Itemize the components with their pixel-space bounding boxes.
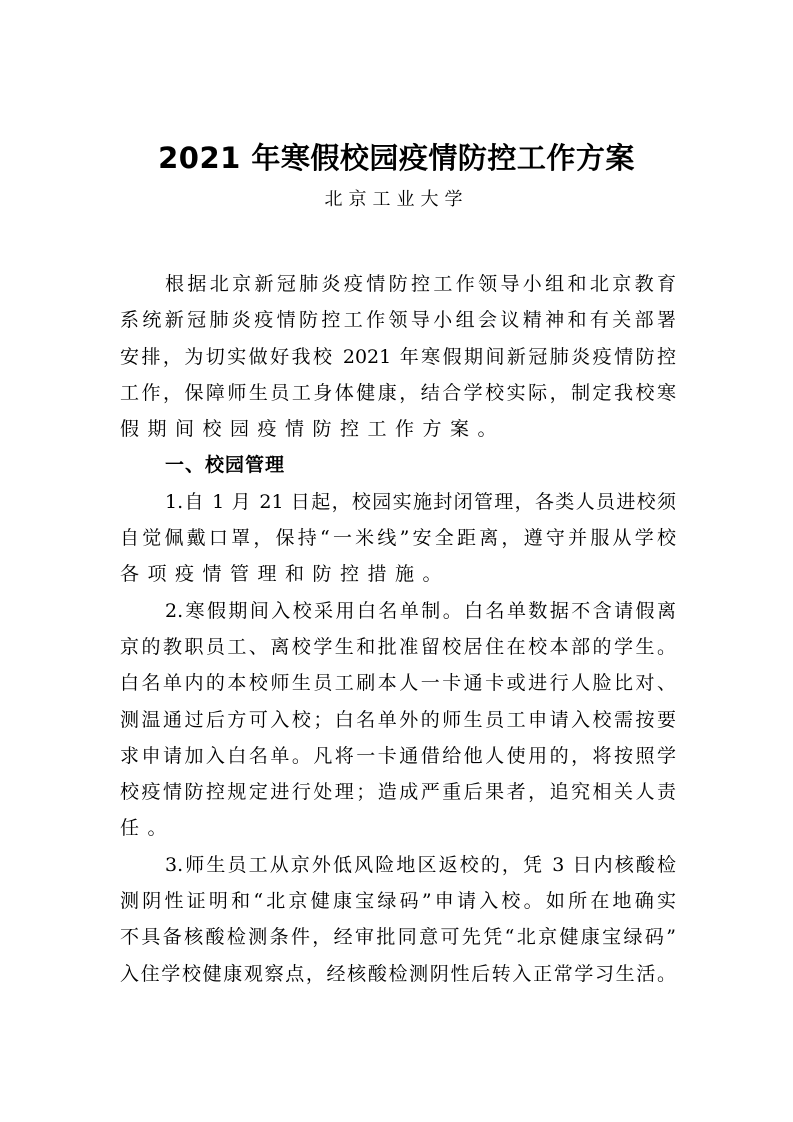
paragraph-line: 入住学校健康观察点，经核酸检测阴性后转入正常学习生活。 [120, 962, 676, 985]
document-author: 北京工业大学 [324, 189, 469, 210]
paragraph-line: 京的教职员工、离校学生和批准留校居住在校本部的学生。 [120, 635, 676, 658]
paragraph-line: 不具备核酸检测条件，经审批同意可先凭“北京健康宝绿码” [120, 926, 676, 949]
item-paragraph-3 [120, 847, 676, 992]
paragraph-line: 测温通过后方可入校；白名单外的师生员工申请入校需按要 [120, 708, 676, 731]
paragraph-line: 根据北京新冠肺炎疫情防控工作领导小组和北京教育 [165, 273, 676, 295]
paragraph-line: 自觉佩戴口罩，保持“一米线”安全距离，遵守并服从学校 [120, 527, 676, 550]
section-heading: 一、校园管理 [165, 454, 286, 477]
paragraph-line: 系统新冠肺炎疫情防控工作领导小组会议精神和有关部署 [120, 309, 676, 332]
intro-paragraph [120, 266, 676, 447]
paragraph-line: 3.师生员工从京外低风险地区返校的，凭 3 日内核酸检 [165, 853, 676, 876]
paragraph-line: 1.自 1 月 21 日起，校园实施封闭管理，各类人员进校须 [165, 490, 676, 513]
paragraph-line: 任。 [120, 817, 176, 840]
paragraph-line: 2.寒假期间入校采用白名单制。白名单数据不含请假离 [165, 599, 676, 622]
paragraph-line: 求申请加入白名单。凡将一卡通借给他人使用的，将按照学 [120, 744, 676, 767]
item-paragraph-1 [120, 484, 676, 593]
paragraph-line: 工作，保障师生员工身体健康，结合学校实际，制定我校寒 [120, 381, 676, 404]
paragraph-line: 安排，为切实做好我校 2021 年寒假期间新冠肺炎疫情防控 [120, 345, 676, 368]
paragraph-line: 假期间校园疫情防控工作方案。 [120, 418, 506, 441]
item-paragraph-2 [120, 593, 676, 847]
document-title: 2021 年寒假校园疫情防控工作方案 [158, 141, 635, 175]
document-body [120, 266, 676, 992]
paragraph-line: 白名单内的本校师生员工刷本人一卡通卡或进行人脸比对、 [120, 672, 676, 695]
paragraph-line: 各项疫情管理和防控措施。 [120, 563, 451, 586]
paragraph-line: 校疫情防控规定进行处理；造成严重后果者，追究相关人责 [120, 781, 676, 804]
paragraph-line: 测阴性证明和“北京健康宝绿码”申请入校。如所在地确实 [120, 890, 676, 913]
